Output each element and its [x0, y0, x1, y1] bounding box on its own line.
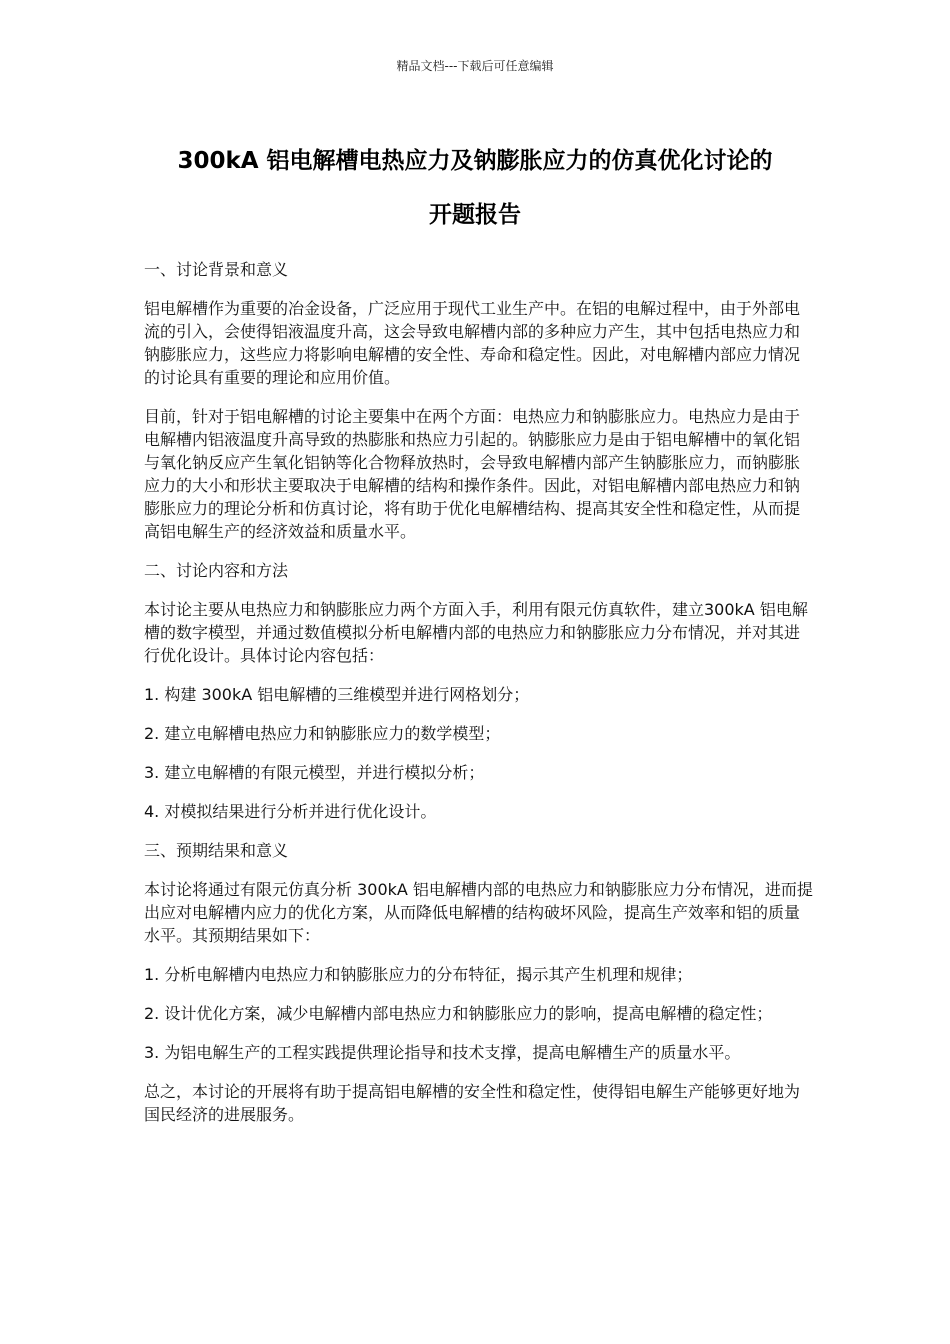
section-heading-background: 一、讨论背景和意义: [144, 260, 289, 279]
background-paragraph-2: 目前，针对于铝电解槽的讨论主要集中在两个方面：电热应力和钠膨胀应力。电热应力是由于电解槽内铝液温度升高导致的热膨胀和热应力引起的。钠膨胀应力是由于铝电解槽中的氧化铝与氧化钠反应产生氧化铝钠等化合物释放热时，会导致电解槽内部产生钠膨胀应力，而钠膨胀应力的大小和形状主要取决于电解槽的结构和操作条件。因此，对铝电解槽内部电热应力和钠膨胀应力的理论分析和仿真讨论，将有助于优化电解槽结构、提高其安全性和稳定性，从而提高铝电解生产的经济效益和质量水平。: [144, 407, 801, 541]
title-line-1: 300kA 铝电解槽电热应力及钠膨胀应力的仿真优化讨论的: [177, 148, 773, 174]
title-line-2: 开题报告: [429, 202, 521, 228]
page-title: [120, 134, 830, 242]
methods-list-item: 2. 建立电解槽电热应力和钠膨胀应力的数学模型；: [144, 724, 501, 743]
header-note: 精品文档---下载后可任意编辑: [396, 59, 554, 73]
methods-list-item: 4. 对模拟结果进行分析并进行优化设计。: [144, 802, 437, 821]
document-body: [144, 258, 814, 1142]
methods-list-item: 3. 建立电解槽的有限元模型，并进行模拟分析；: [144, 763, 485, 782]
methods-paragraph-1: 本讨论主要从电热应力和钠膨胀应力两个方面入手，利用有限元仿真软件，建立300kA 铝电解槽的数字模型，并通过数值模拟分析电解槽内部的电热应力和钠膨胀应力分布情况，并对其进行优化设计。具体讨论内容包括：: [144, 600, 808, 665]
results-list-item: 2. 设计优化方案，减少电解槽内部电热应力和钠膨胀应力的影响，提高电解槽的稳定性；: [144, 1004, 773, 1023]
background-paragraph-1: 铝电解槽作为重要的冶金设备，广泛应用于现代工业生产中。在铝的电解过程中，由于外部电流的引入，会使得铝液温度升高，这会导致电解槽内部的多种应力产生，其中包括电热应力和钠膨胀应力，这些应力将影响电解槽的安全性、寿命和稳定性。因此，对电解槽内部应力情况的讨论具有重要的理论和应用价值。: [144, 299, 801, 387]
section-heading-methods: 二、讨论内容和方法: [144, 561, 289, 580]
results-paragraph-1: 本讨论将通过有限元仿真分析 300kA 铝电解槽内部的电热应力和钠膨胀应力分布情况，进而提出应对电解槽内应力的优化方案，从而降低电解槽的结构破坏风险，提高生产效率和铝的质量水平。其预期结果如下：: [144, 880, 813, 945]
results-list-item: 1. 分析电解槽内电热应力和钠膨胀应力的分布特征，揭示其产生机理和规律；: [144, 965, 693, 984]
results-list-item: 3. 为铝电解生产的工程实践提供理论指导和技术支撑，提高电解槽生产的质量水平。: [144, 1043, 741, 1062]
section-heading-results: 三、预期结果和意义: [144, 841, 289, 860]
methods-list-item: 1. 构建 300kA 铝电解槽的三维模型并进行网格划分；: [144, 685, 530, 704]
conclusion-paragraph: 总之，本讨论的开展将有助于提高铝电解槽的安全性和稳定性，使得铝电解生产能够更好地为国民经济的进展服务。: [144, 1082, 801, 1124]
